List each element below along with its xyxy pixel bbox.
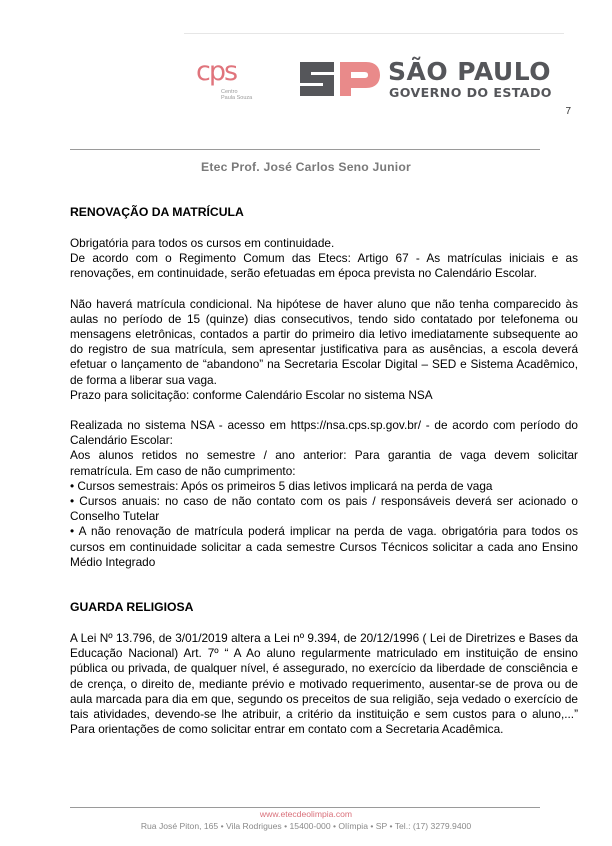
cps-logo-line1: Centro (221, 89, 238, 95)
cps-logo (196, 58, 258, 100)
list-item: • Cursos semestrais: Após os primeiros 5 dias letivos implicará na perda de vaga (70, 478, 493, 493)
cps-logo-line2: Paula Souza (221, 95, 253, 101)
paragraph: Obrigatória para todos os cursos em continuidade. (70, 236, 335, 250)
list-item: • A não renovação de matrícula poderá implicar na perda de vaga. obrigatória para todos os cursos em continuidade solicitar a cada semestre Cursos Técnicos solicitar a cada ano Ensino Médio Integrado (70, 524, 578, 569)
section-title: GUARDA RELIGIOSA (70, 600, 194, 615)
page-number: 7 (565, 106, 571, 117)
header-top-rule (184, 33, 564, 34)
paragraph: Aos alunos retidos no semestre / ano anterior: Para garantia de vaga devem solicitar rematrícula. Em caso de não cumprimento: (70, 448, 578, 478)
paragraph: Prazo para solicitação: conforme Calendário Escolar no sistema NSA (70, 387, 433, 402)
section-title: RENOVAÇÃO DA MATRÍCULA (70, 205, 244, 219)
paragraph: Não haverá matrícula condicional. Na hipótese de haver aluno que não tenha comparecido às aulas no período de 15 (quinze) dias consecutivos, tendo sido contatado por telefonema ou mensagens eletrônicas, contados a partir do primeiro dia letivo imediatamente subsequente ao do registro de sua matrícula, sem apresentar justificativa para as ausências, a escola deverá efetuar o lançamento de “abandono” na Secretaria Escolar Digital – SED e Sistema Acadêmico, de forma a liberar sua vaga. (70, 296, 578, 387)
footer-url[interactable]: www.etecdeolimpia.com (259, 809, 353, 819)
paragraph: A Lei Nº 13.796, de 3/01/2019 altera a Lei nº 9.394, de 20/12/1996 ( Lei de Diretrizes e Bases da Educação Nacional) Art. 7º “ A Ao aluno regularmente matriculado em instituição de ensino pública ou privada, de qualquer nível, é assegurado, no exercício da liberdade de consciência e de crença, o direito de, mediante prévio e motivado requerimento, ausentar-se de prova ou de aula marcada para dia em que, segundo os preceitos de sua religião, seja vedado o exercício de tais atividades, devendo-se lhe atribuir, a critério da instituição e sem custos para o aluno,...” Para orientações de como solicitar entrar em contato com a Secretaria Acadêmica. (70, 631, 578, 737)
list-item: • Cursos anuais: no caso de não contato com os pais / responsáveis deverá ser acionado o Conselho Tutelar (70, 494, 578, 524)
school-name: Etec Prof. José Carlos Seno Junior (201, 160, 411, 174)
document-body (70, 205, 578, 737)
sao-paulo-logo (298, 57, 552, 104)
footer-divider (70, 807, 540, 808)
sp-logo-mark-icon (298, 58, 382, 100)
sp-logo-subtitle: GOVERNO DO ESTADO (389, 85, 552, 100)
paragraph: De acordo com o Regimento Comum das Etecs: Artigo 67 - As matrículas iniciais e as renovações, em continuidade, serão efetuadas em época prevista no Calendário Escolar. (70, 251, 578, 281)
header-divider (70, 149, 540, 150)
paragraph: Realizada no sistema NSA - acesso em https://nsa.cps.sp.gov.br/ - de acordo com período do Calendário Escolar: (70, 418, 578, 448)
sp-logo-name: SÃO PAULO (388, 57, 552, 86)
footer-address: Rua José Piton, 165 • Vila Rodrigues • 15400-000 • Olímpia • SP • Tel.: (17) 3279.9400 (140, 821, 472, 831)
cps-logo-mark: cps (196, 56, 237, 87)
